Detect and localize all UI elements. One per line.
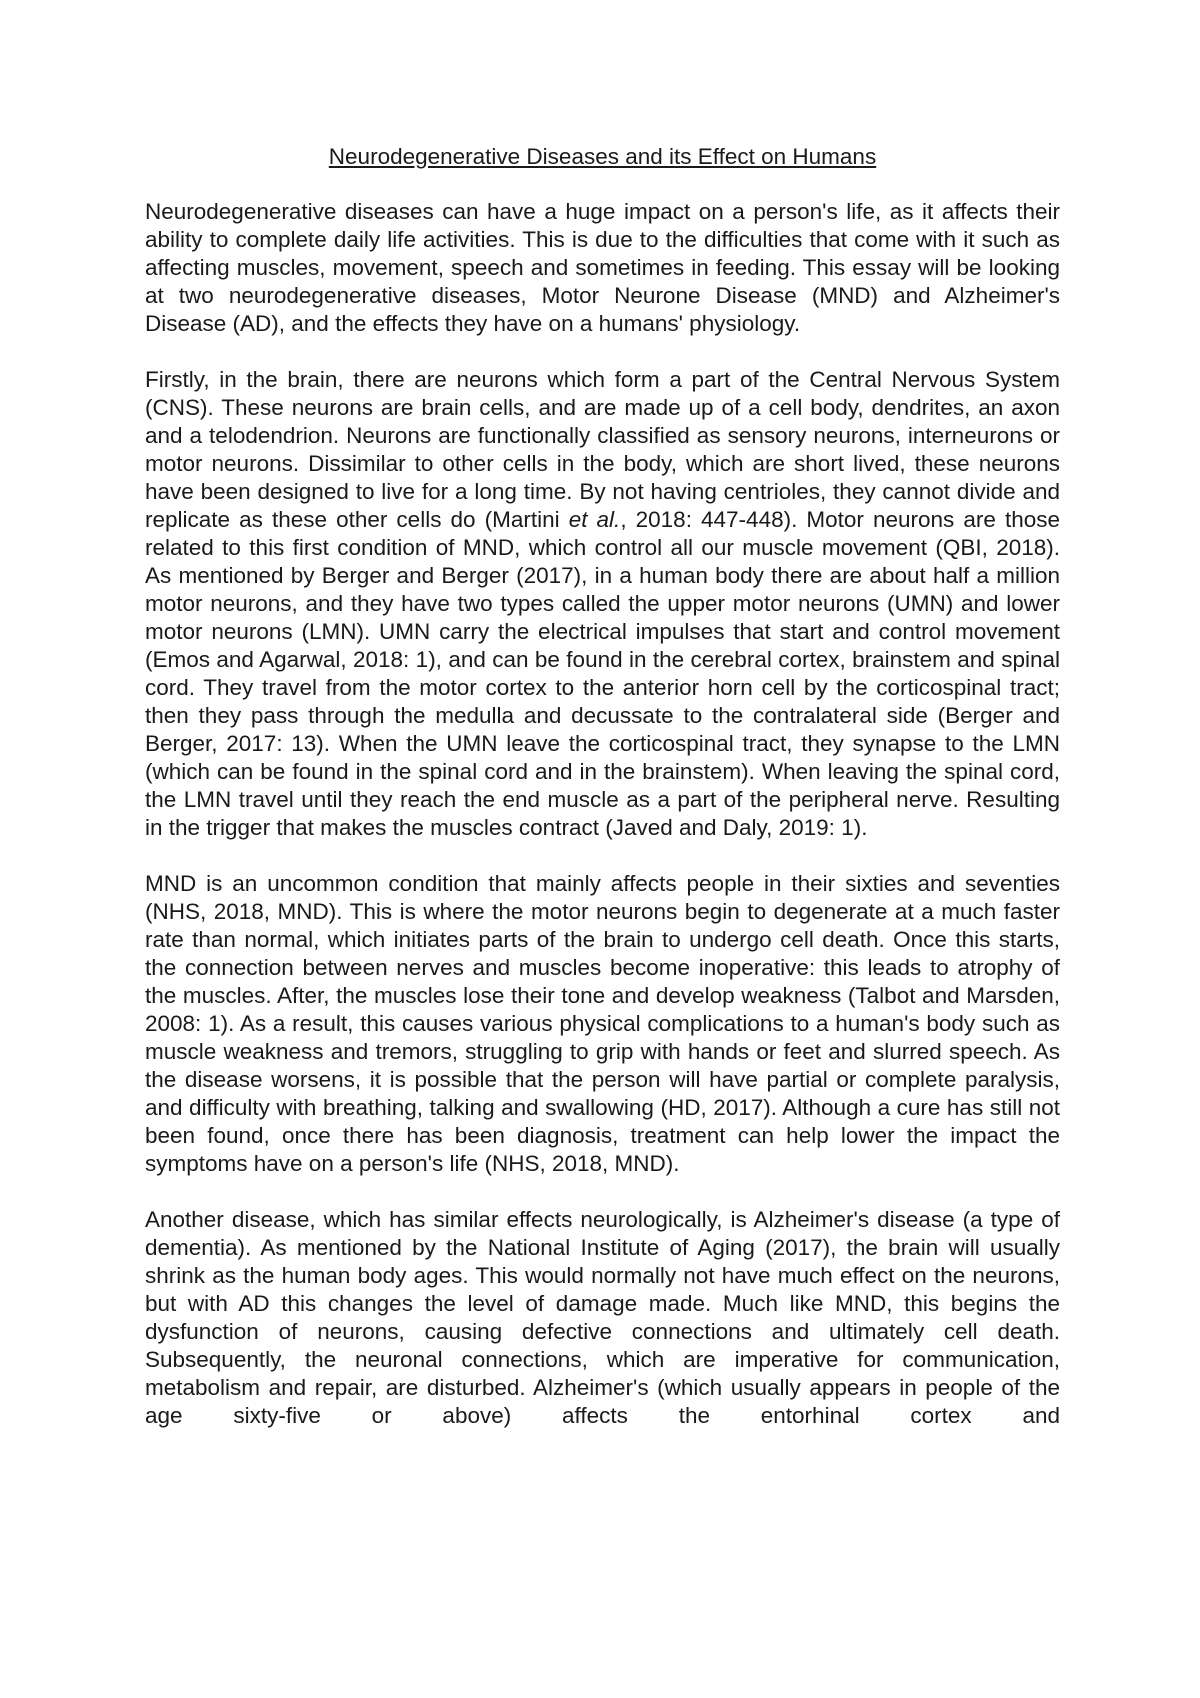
citation-et-al: et al. <box>568 507 621 532</box>
document-page <box>145 143 1060 1430</box>
paragraph-neurons <box>145 366 1060 842</box>
paragraph-neurons-text-1: Firstly, in the brain, there are neurons which form a part of the Central Nervous System (CNS). These neurons are brain cells, and are made up of a cell body, dendrites, an axon and a telodendrion. Neurons are functionally classified as sensory neurons, interneurons or motor neurons. Dissimilar to other cells in the body, which are short lived, these neurons have been designed to live for a long time. By not having centrioles, they cannot divide and replicate as these other cells do (Martini <box>145 367 1060 532</box>
paragraph-alzheimers: Another disease, which has similar effects neurologically, is Alzheimer's disease (a type of dementia). As mentioned by the National Institute of Aging (2017), the brain will usually shrink as the human body ages. This would normally not have much effect on the neurons, but with AD this changes the level of damage made. Much like MND, this begins the dysfunction of neurons, causing defective connections and ultimately cell death. Subsequently, the neuronal connections, which are imperative for communication, metabolism and repair, are disturbed. Alzheimer's (which usually appears in people of the age sixty-five or above) affects the entorhinal cortex and <box>145 1207 1060 1428</box>
paragraph-introduction: Neurodegenerative diseases can have a huge impact on a person's life, as it affects their ability to complete daily life activities. This is due to the difficulties that come with it such as affecting muscles, movement, speech and sometimes in feeding. This essay will be looking at two neurodegenerative diseases, Motor Neurone Disease (MND) and Alzheimer's Disease (AD), and the effects they have on a humans' physiology. <box>145 199 1060 336</box>
paragraph-mnd: MND is an uncommon condition that mainly affects people in their sixties and seventies (NHS, 2018, MND). This is where the motor neurons begin to degenerate at a much faster rate than normal, which initiates parts of the brain to undergo cell death. Once this starts, the connection between nerves and muscles become inoperative: this leads to atrophy of the muscles. After, the muscles lose their tone and develop weakness (Talbot and Marsden, 2008: 1). As a result, this causes various physical complications to a human's body such as muscle weakness and tremors, struggling to grip with hands or feet and slurred speech. As the disease worsens, it is possible that the person will have partial or complete paralysis, and difficulty with breathing, talking and swallowing (HD, 2017). Although a cure has still not been found, once there has been diagnosis, treatment can help lower the impact the symptoms have on a person's life (NHS, 2018, MND). <box>145 871 1060 1176</box>
paragraph-neurons-text-2: , 2018: 447-448). Motor neurons are those related to this first condition of MND, which control all our muscle movement (QBI, 2018). As mentioned by Berger and Berger (2017), in a human body there are about half a million motor neurons, and they have two types called the upper motor neurons (UMN) and lower motor neurons (LMN). UMN carry the electrical impulses that start and control movement (Emos and Agarwal, 2018: 1), and can be found in the cerebral cortex, brainstem and spinal cord. They travel from the motor cortex to the anterior horn cell by the corticospinal tract; then they pass through the medulla and decussate to the contralateral side (Berger and Berger, 2017: 13). When the UMN leave the corticospinal tract, they synapse to the LMN (which can be found in the spinal cord and in the brainstem). When leaving the spinal cord, the LMN travel until they reach the end muscle as a part of the peripheral nerve. Resulting in the trigger that makes the muscles contract (Javed and Daly, 2019: 1). <box>145 507 1061 840</box>
document-title: Neurodegenerative Diseases and its Effect on Humans <box>328 144 877 169</box>
